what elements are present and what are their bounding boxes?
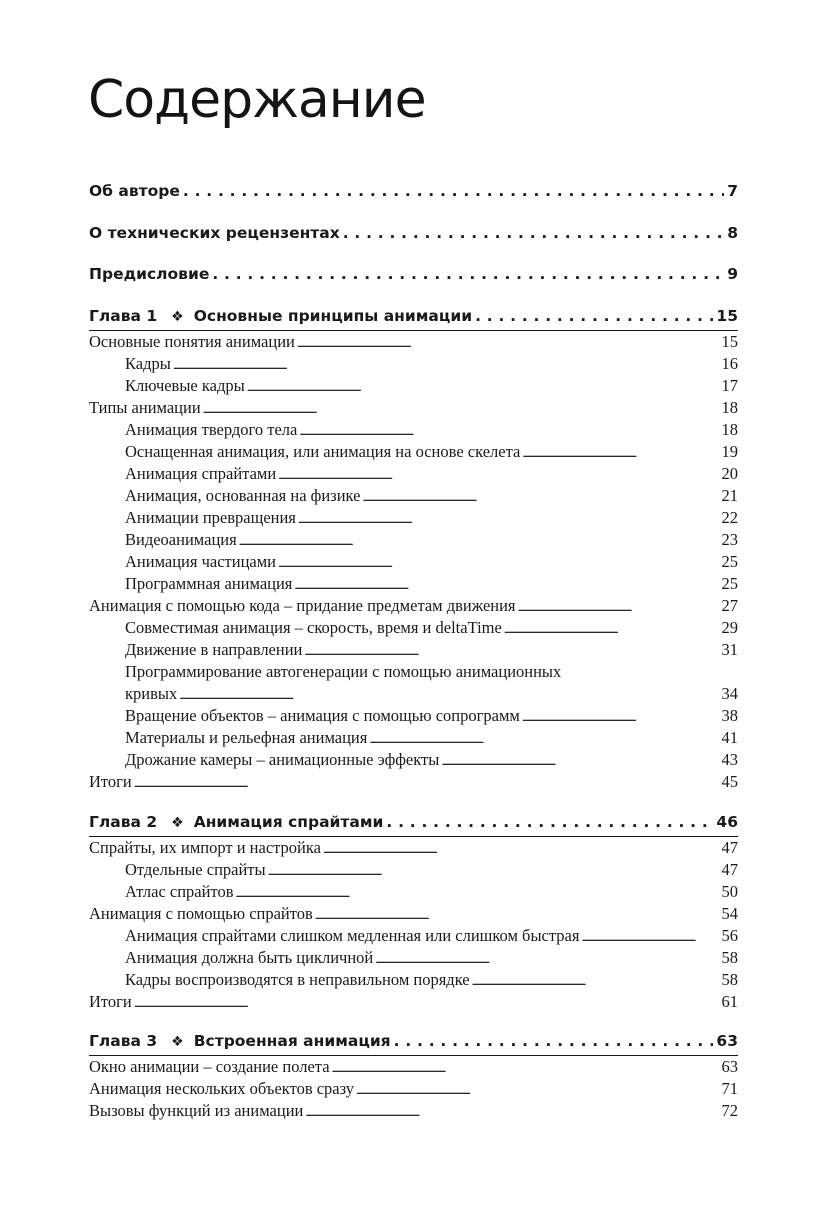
toc-entry[interactable]: [125, 486, 738, 507]
toc-entry-label: Окно анимации – создание полета: [89, 1057, 330, 1076]
dot-leader: [522, 706, 720, 727]
toc-entry[interactable]: [125, 530, 738, 551]
chapter-title: Анимация спрайтами: [193, 813, 384, 831]
page-title: Содержание: [88, 70, 426, 130]
toc-page-number: 45: [721, 772, 738, 791]
toc-entry-label: Движение в направлении: [125, 640, 303, 659]
toc-entry[interactable]: [89, 1079, 738, 1100]
toc-page-number: 20: [721, 464, 738, 483]
dot-leader: [247, 376, 720, 397]
toc-page-number: 15: [716, 307, 738, 325]
dot-leader: [441, 750, 719, 771]
toc-entry[interactable]: [89, 904, 738, 925]
toc-entry-label: Анимация нескольких объектов сразу: [89, 1079, 355, 1098]
toc-entry-label: Анимация с помощью кода – придание предметам движения: [89, 596, 516, 615]
toc-page-number: 7: [727, 182, 738, 200]
toc-page-number: 54: [721, 904, 738, 923]
toc-entry-label: Предисловие: [89, 265, 210, 283]
toc-entry[interactable]: [125, 728, 738, 749]
toc-entry-label: кривых: [125, 684, 178, 703]
toc-entry-label: Дрожание камеры – анимационные эффекты: [125, 750, 440, 769]
dot-leader: [278, 552, 719, 573]
toc-entry-label: Кадры воспроизводятся в неправильном порядке: [125, 970, 470, 989]
toc-entry-label: Совместимая анимация – скорость, время и deltaTime: [125, 618, 502, 637]
toc-entry-label: Вызовы функций из анимации: [89, 1101, 304, 1120]
toc-page-number: 58: [721, 948, 738, 967]
dot-leader: [239, 530, 720, 551]
dot-leader: [369, 728, 719, 749]
chapter-number: Глава 2: [89, 813, 158, 831]
dot-leader: [343, 223, 724, 243]
toc-entry-label: Материалы и рельефная анимация: [125, 728, 368, 747]
dot-leader: [179, 684, 719, 705]
toc-page-number: 41: [721, 728, 738, 747]
toc-page-number: 47: [721, 860, 738, 879]
toc-page-number: 18: [721, 398, 738, 417]
toc-page-number: 56: [721, 926, 738, 945]
toc-entry[interactable]: [125, 508, 738, 529]
toc-entry-preface[interactable]: [89, 264, 738, 284]
dot-leader: [394, 1031, 714, 1051]
toc-entry-label: Спрайты, их импорт и настройка: [89, 838, 321, 857]
dot-leader: [298, 508, 720, 529]
toc-page-number: 72: [721, 1101, 738, 1120]
toc-page-number: 21: [721, 486, 738, 505]
toc-entry-label: Анимация, основанная на физике: [125, 486, 361, 505]
diamond-separator-icon: ❖: [171, 309, 184, 325]
toc-entry[interactable]: [89, 992, 738, 1013]
dot-leader: [299, 420, 719, 441]
dot-leader: [323, 838, 720, 859]
toc-page-number: 18: [721, 420, 738, 439]
dot-leader: [581, 926, 719, 947]
diamond-separator-icon: ❖: [171, 1034, 184, 1050]
toc-entry[interactable]: [89, 838, 738, 859]
toc-page-number: 23: [721, 530, 738, 549]
toc-entry-about-author[interactable]: [89, 181, 738, 201]
diamond-separator-icon: ❖: [171, 815, 184, 831]
toc-entry[interactable]: [125, 684, 738, 705]
toc-entry-label: О технических рецензентах: [89, 224, 340, 242]
toc-entry-label: Анимация с помощью спрайтов: [89, 904, 313, 923]
toc-entry-label: Ключевые кадры: [125, 376, 245, 395]
dot-leader: [134, 772, 720, 793]
toc-entry-label: Об авторе: [89, 182, 180, 200]
toc-entry[interactable]: [125, 750, 738, 771]
table-of-contents: [89, 0, 738, 1211]
dot-leader: [375, 948, 719, 969]
toc-page-number: 17: [721, 376, 738, 395]
dot-leader: [173, 354, 720, 375]
toc-entry[interactable]: [125, 860, 738, 881]
dot-leader: [332, 1057, 720, 1078]
dot-leader: [212, 264, 724, 284]
dot-leader: [522, 442, 719, 463]
toc-entry-label: Итоги: [89, 992, 132, 1011]
chapter-title: Основные принципы анимации: [193, 307, 473, 325]
toc-page-number: 15: [721, 332, 738, 351]
toc-entry-label: Анимация спрайтами: [125, 464, 277, 483]
dot-leader: [278, 464, 719, 485]
toc-entry-label: Анимация должна быть цикличной: [125, 948, 374, 967]
toc-chapter-3[interactable]: [89, 1031, 738, 1052]
chapter-number: Глава 3: [89, 1032, 158, 1050]
toc-page-number: 22: [721, 508, 738, 527]
dot-leader: [315, 904, 720, 925]
toc-entry-label: Основные понятия анимации: [89, 332, 295, 351]
dot-leader: [305, 1101, 719, 1122]
dot-leader: [356, 1079, 719, 1100]
toc-entry[interactable]: [89, 772, 738, 793]
toc-entry-label: Итоги: [89, 772, 132, 791]
toc-entry[interactable]: [89, 596, 738, 617]
toc-page-number: 25: [721, 552, 738, 571]
dot-leader: [518, 596, 720, 617]
toc-entry[interactable]: [125, 926, 738, 947]
toc-page-number: 31: [721, 640, 738, 659]
toc-entry-label: Видеоанимация: [125, 530, 237, 549]
toc-entry[interactable]: [89, 1101, 738, 1122]
toc-entry-label-line1[interactable]: Программирование автогенерации с помощью анимационных: [125, 662, 562, 681]
chapter-number: Глава 1: [89, 307, 158, 325]
toc-page-number: 34: [721, 684, 738, 703]
dot-leader: [362, 486, 719, 507]
dot-leader: [294, 574, 719, 595]
dot-leader: [297, 332, 720, 353]
toc-entry[interactable]: [89, 332, 738, 353]
toc-entry[interactable]: [125, 464, 738, 485]
toc-entry[interactable]: [125, 706, 738, 727]
toc-entry-label: Анимации превращения: [125, 508, 296, 527]
toc-entry[interactable]: [125, 552, 738, 573]
toc-page-number: 50: [721, 882, 738, 901]
toc-page-number: 29: [721, 618, 738, 637]
toc-page-number: 43: [721, 750, 738, 769]
toc-page-number: 63: [721, 1057, 738, 1076]
dot-leader: [268, 860, 720, 881]
dot-leader: [504, 618, 720, 639]
chapter-rule: [89, 330, 738, 331]
toc-page-number: 46: [716, 813, 738, 831]
toc-page-number: 63: [716, 1032, 738, 1050]
toc-entry[interactable]: [125, 882, 738, 903]
toc-chapter-1[interactable]: [89, 306, 738, 327]
toc-page-number: 71: [721, 1079, 738, 1098]
toc-entry-label: Анимация спрайтами слишком медленная или слишком быстрая: [125, 926, 580, 945]
dot-leader: [236, 882, 720, 903]
dot-leader: [386, 812, 713, 832]
toc-page-number: 27: [721, 596, 738, 615]
toc-page-number: 61: [721, 992, 738, 1011]
toc-page-number: 25: [721, 574, 738, 593]
dot-leader: [134, 992, 720, 1013]
toc-entry[interactable]: [125, 948, 738, 969]
toc-page-number: 16: [721, 354, 738, 373]
toc-entry[interactable]: [125, 574, 738, 595]
chapter-rule: [89, 836, 738, 837]
dot-leader: [183, 181, 724, 201]
chapter-title: Встроенная анимация: [193, 1032, 391, 1050]
toc-entry-label: Анимация твердого тела: [125, 420, 298, 439]
toc-entry-label: Кадры: [125, 354, 171, 373]
dot-leader: [203, 398, 720, 419]
toc-entry[interactable]: [125, 354, 738, 375]
toc-entry-label: Оснащенная анимация, или анимация на основе скелета: [125, 442, 521, 461]
chapter-rule: [89, 1055, 738, 1056]
toc-entry[interactable]: [125, 376, 738, 397]
toc-entry[interactable]: [125, 618, 738, 639]
toc-page-number: 19: [721, 442, 738, 461]
toc-entry[interactable]: [89, 398, 738, 419]
toc-entry-label: Программная анимация: [125, 574, 293, 593]
toc-page-number: 58: [721, 970, 738, 989]
toc-page-number: 47: [721, 838, 738, 857]
toc-chapter-2[interactable]: [89, 812, 738, 833]
toc-entry-label: Вращение объектов – анимация с помощью сопрограмм: [125, 706, 520, 725]
dot-leader: [472, 970, 720, 991]
toc-page-number: 8: [727, 224, 738, 242]
toc-entry[interactable]: [125, 420, 738, 441]
toc-page-number: 9: [727, 265, 738, 283]
toc-entry-reviewers[interactable]: [89, 223, 738, 243]
toc-entry-label: Анимация частицами: [125, 552, 277, 571]
toc-page-number: 38: [721, 706, 738, 725]
toc-entry[interactable]: [125, 970, 738, 991]
toc-entry-label: Атлас спрайтов: [125, 882, 234, 901]
toc-entry[interactable]: [125, 442, 738, 463]
dot-leader: [304, 640, 719, 661]
toc-entry[interactable]: [125, 640, 738, 661]
toc-entry-label: Отдельные спрайты: [125, 860, 266, 879]
toc-entry-label: Типы анимации: [89, 398, 201, 417]
toc-entry[interactable]: [89, 1057, 738, 1078]
dot-leader: [475, 306, 713, 326]
